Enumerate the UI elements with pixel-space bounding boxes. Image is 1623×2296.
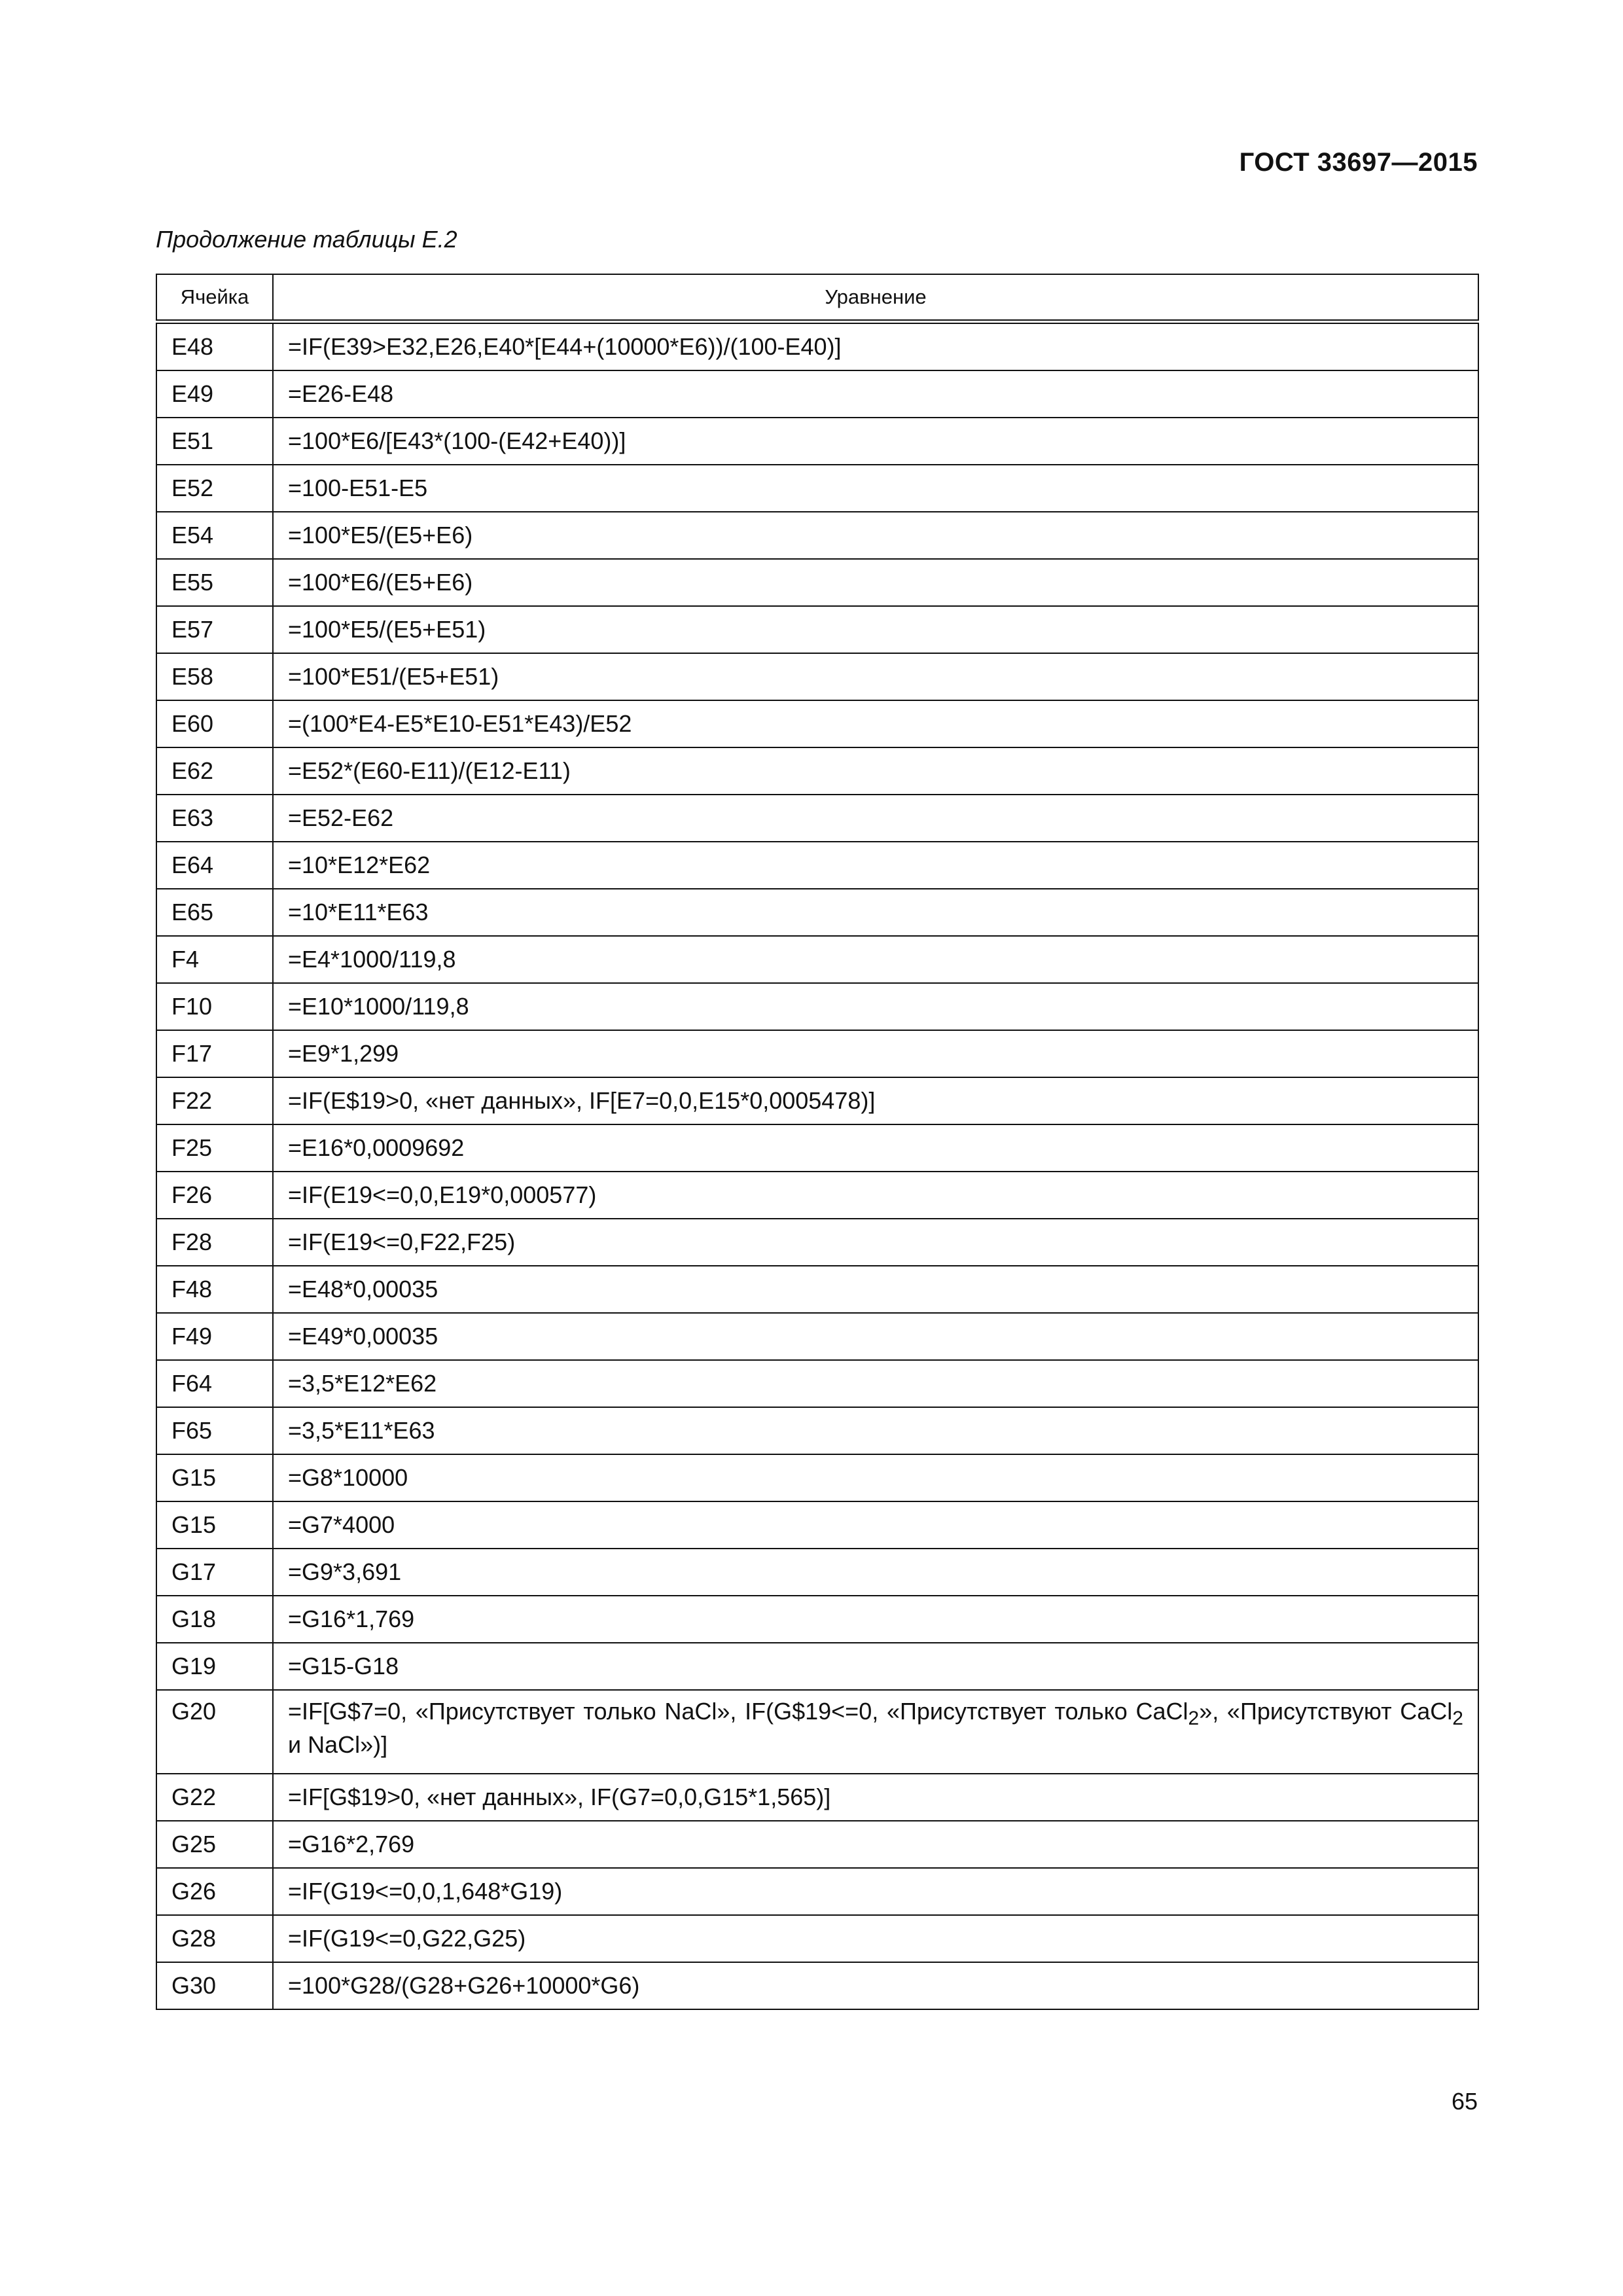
table-row (156, 1643, 1478, 1690)
cell-id: E65 (156, 889, 273, 936)
cell-id: E48 (156, 322, 273, 371)
cell-equation: =G7*4000 (273, 1501, 1478, 1549)
cell-id: E52 (156, 465, 273, 512)
cell-id: G15 (156, 1454, 273, 1501)
cell-id: E51 (156, 418, 273, 465)
table-row (156, 795, 1478, 842)
cell-id: F10 (156, 983, 273, 1030)
cell-equation: =IF[G$19>0, «нет данных», IF(G7=0,0,G15*1,565)] (273, 1774, 1478, 1821)
cell-id: E64 (156, 842, 273, 889)
subscript: 2 (1452, 1708, 1463, 1730)
cell-equation: =10*E11*E63 (273, 889, 1478, 936)
table-row (156, 1313, 1478, 1360)
cell-equation: =IF(E$19>0, «нет данных», IF[E7=0,0,E15*0,0005478)] (273, 1077, 1478, 1124)
cell-equation: =E52-E62 (273, 795, 1478, 842)
cell-equation (273, 1690, 1478, 1774)
cell-id: G28 (156, 1915, 273, 1962)
cell-id: F48 (156, 1266, 273, 1313)
subscript: 2 (1188, 1708, 1200, 1730)
cell-equation: =100-E51-E5 (273, 465, 1478, 512)
cell-equation: =100*E5/(E5+E51) (273, 606, 1478, 653)
table-row (156, 1821, 1478, 1868)
cell-id: F25 (156, 1124, 273, 1172)
cell-equation: =E16*0,0009692 (273, 1124, 1478, 1172)
table-row (156, 700, 1478, 747)
table-row (156, 559, 1478, 606)
table-caption: Продолжение таблицы Е.2 (156, 226, 457, 253)
equation-part: и NaCl»)] (288, 1731, 388, 1759)
table-row (156, 1962, 1478, 2009)
column-header-cell: Ячейка (156, 274, 273, 322)
cell-equation: =E49*0,00035 (273, 1313, 1478, 1360)
cell-id: G25 (156, 1821, 273, 1868)
cell-id: E57 (156, 606, 273, 653)
cell-id: G26 (156, 1868, 273, 1915)
table-header-row (156, 274, 1478, 322)
table-row (156, 465, 1478, 512)
cell-id: G17 (156, 1549, 273, 1596)
table-body (156, 322, 1478, 1691)
table-row (156, 1219, 1478, 1266)
cell-id: F65 (156, 1407, 273, 1454)
table-row (156, 1266, 1478, 1313)
formula-table (156, 274, 1479, 2010)
standard-designation: ГОСТ 33697—2015 (1239, 148, 1478, 177)
cell-equation: =100*E51/(E5+E51) (273, 653, 1478, 700)
cell-equation: =3,5*E12*E62 (273, 1360, 1478, 1407)
cell-id: F49 (156, 1313, 273, 1360)
cell-id: F22 (156, 1077, 273, 1124)
cell-equation: =IF(G19<=0,G22,G25) (273, 1915, 1478, 1962)
table-row (156, 1596, 1478, 1643)
cell-id: E60 (156, 700, 273, 747)
cell-id: E58 (156, 653, 273, 700)
cell-equation: =IF(E19<=0,0,E19*0,000577) (273, 1172, 1478, 1219)
cell-equation: =100*E6/[E43*(100-(E42+E40))] (273, 418, 1478, 465)
table-row (156, 322, 1478, 371)
cell-equation: =IF(E39>E32,E26,E40*[E44+(10000*E6))/(100-E40)] (273, 322, 1478, 371)
table-row (156, 1549, 1478, 1596)
table-row (156, 747, 1478, 795)
table-row (156, 1774, 1478, 1821)
table-row (156, 653, 1478, 700)
cell-id: E55 (156, 559, 273, 606)
table-body (156, 1774, 1478, 2009)
table-row (156, 1124, 1478, 1172)
table-row (156, 983, 1478, 1030)
table-row (156, 889, 1478, 936)
cell-id: F26 (156, 1172, 273, 1219)
cell-equation: =100*E6/(E5+E6) (273, 559, 1478, 606)
table-row (156, 1915, 1478, 1962)
cell-id: G22 (156, 1774, 273, 1821)
cell-id: E63 (156, 795, 273, 842)
cell-equation: =G8*10000 (273, 1454, 1478, 1501)
table-row (156, 418, 1478, 465)
cell-id: E49 (156, 370, 273, 418)
cell-equation: =G16*1,769 (273, 1596, 1478, 1643)
cell-id: G20 (156, 1690, 273, 1774)
table-row (156, 1360, 1478, 1407)
cell-id: G15 (156, 1501, 273, 1549)
cell-equation: =G16*2,769 (273, 1821, 1478, 1868)
cell-equation: =10*E12*E62 (273, 842, 1478, 889)
cell-equation: =E52*(E60-E11)/(E12-E11) (273, 747, 1478, 795)
cell-id: F64 (156, 1360, 273, 1407)
table-row (156, 842, 1478, 889)
cell-equation: =E10*1000/119,8 (273, 983, 1478, 1030)
cell-id: G30 (156, 1962, 273, 2009)
table-row (156, 936, 1478, 983)
cell-equation: =IF(G19<=0,0,1,648*G19) (273, 1868, 1478, 1915)
equation-part: =IF[G$7=0, «Присутствует только NaCl», IF(G$19<=0, «Присутствует только CaCl (288, 1698, 1188, 1725)
table-row (156, 1407, 1478, 1454)
table-row (156, 370, 1478, 418)
page-number: 65 (1451, 2088, 1478, 2115)
table-row (156, 1172, 1478, 1219)
cell-id: G18 (156, 1596, 273, 1643)
cell-equation: =G9*3,691 (273, 1549, 1478, 1596)
column-header-equation: Уравнение (273, 274, 1478, 322)
cell-equation: =100*E5/(E5+E6) (273, 512, 1478, 559)
cell-equation: =IF(E19<=0,F22,F25) (273, 1219, 1478, 1266)
cell-equation: =E48*0,00035 (273, 1266, 1478, 1313)
cell-equation: =G15-G18 (273, 1643, 1478, 1690)
table-body-g20 (156, 1690, 1478, 1774)
table-row (156, 512, 1478, 559)
cell-id: E54 (156, 512, 273, 559)
table-row (156, 606, 1478, 653)
cell-equation: =3,5*E11*E63 (273, 1407, 1478, 1454)
cell-id: E62 (156, 747, 273, 795)
cell-equation: =E9*1,299 (273, 1030, 1478, 1077)
cell-equation: =E4*1000/119,8 (273, 936, 1478, 983)
table-row (156, 1454, 1478, 1501)
cell-id: F17 (156, 1030, 273, 1077)
cell-id: F4 (156, 936, 273, 983)
cell-id: G19 (156, 1643, 273, 1690)
table-row (156, 1501, 1478, 1549)
cell-equation: =100*G28/(G28+G26+10000*G6) (273, 1962, 1478, 2009)
cell-equation: =(100*E4-E5*E10-E51*E43)/E52 (273, 700, 1478, 747)
table-row (156, 1690, 1478, 1774)
cell-equation: =E26-E48 (273, 370, 1478, 418)
table-row (156, 1077, 1478, 1124)
table-row (156, 1868, 1478, 1915)
cell-id: F28 (156, 1219, 273, 1266)
equation-part: », «Присутствуют CaCl (1199, 1698, 1453, 1725)
table-row (156, 1030, 1478, 1077)
